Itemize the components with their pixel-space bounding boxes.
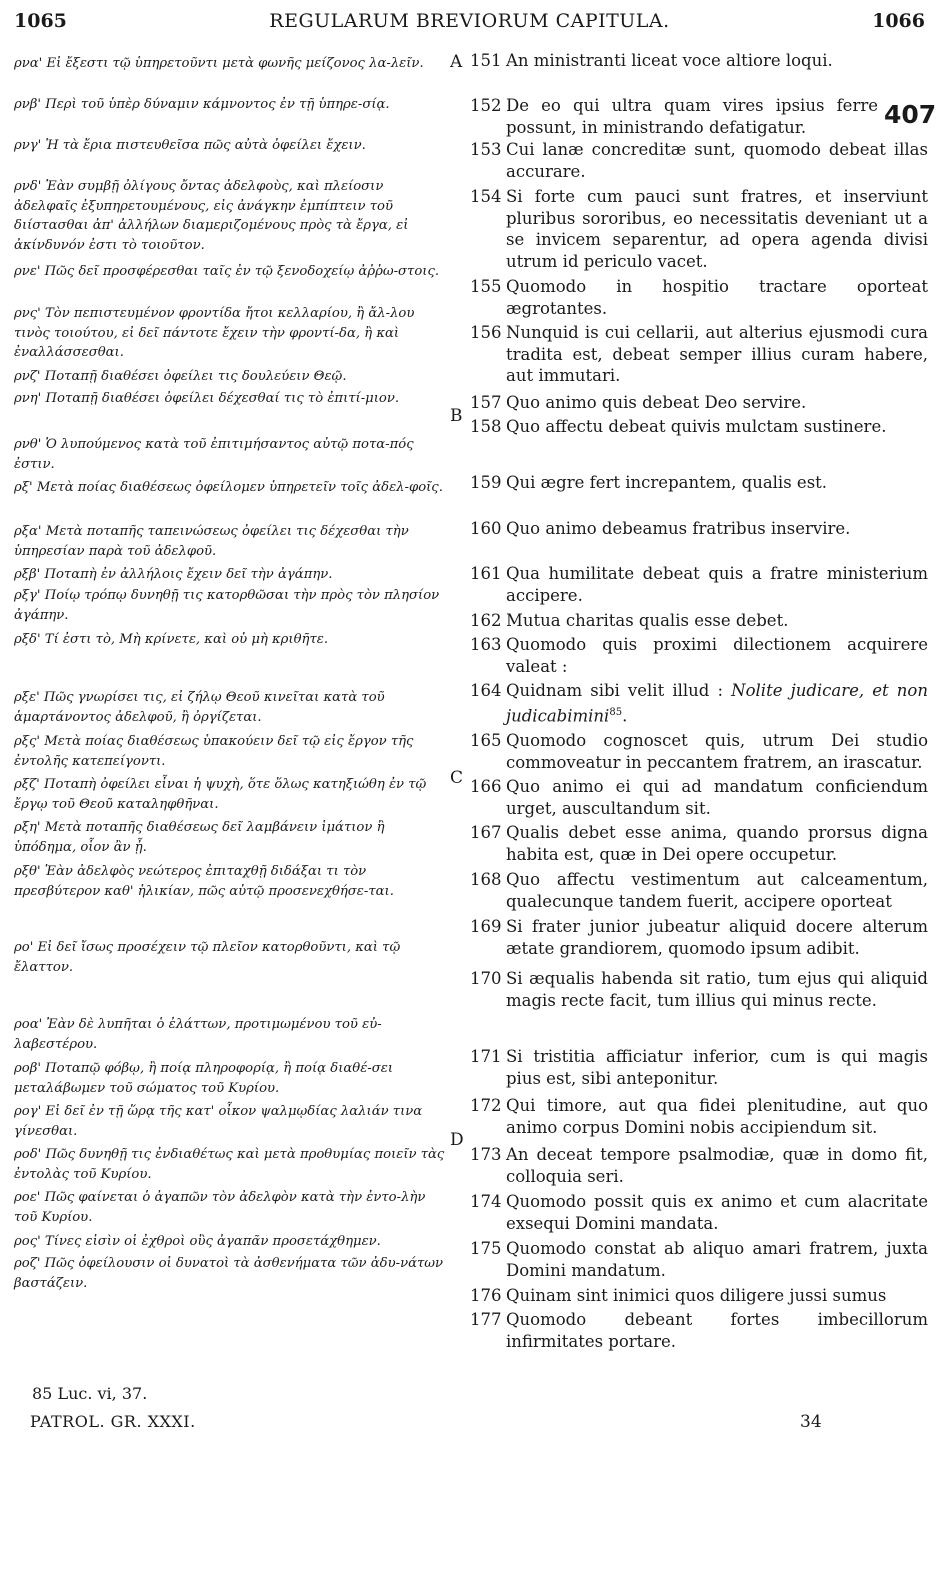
greek-entry-169: ρξθ' Ἐὰν ἀδελφὸς νεώτερος ἐπιταχθῇ διδάξαι τι τὸν πρεσβύτερον καθ' ἡλικίαν, πῶς αὐτῷ προσενεχθήσε-ται. — [14, 864, 394, 899]
latin-entry: 172 Qui timore, aut qua fidei plenitudine, aut quo animo corpus Domini nobis accipiendum sit. — [470, 1096, 928, 1137]
latin-entry: 163 Quomodo quis proximi dilectionem acquirere valeat : — [470, 635, 928, 676]
latin-entry: 173 An deceat tempore psalmodiæ, quæ in domo fit, colloquia seri. — [470, 1145, 928, 1186]
latin-entry: 177 Quomodo debeant fortes imbecillorum infirmitates portare. — [470, 1310, 928, 1351]
greek-entry-163: ρξγ' Ποίῳ τρόπῳ δυνηθῇ τις κατορθῶσαι τὴν πρὸς τὸν πλησίον ἀγάπην. — [14, 588, 440, 623]
greek-entry-153: ρνγ' Ἡ τὰ ἔρια πιστευθεῖσα πῶς αὐτὰ ὀφείλει ἔχειν. — [14, 138, 366, 153]
latin-entry: 153 Cui lanæ concreditæ sunt, quomodo debeat illas accurare. — [470, 140, 928, 181]
latin-entry: 169 Si frater junior jubeatur aliquid docere alterum ætate grandiorem, quomodo ipsum adibit. — [470, 917, 928, 958]
greek-entry-165: ρξε' Πῶς γνωρίσει τις, εἰ ζήλῳ Θεοῦ κινεῖται κατὰ τοῦ ἁμαρτάνοντος ἀδελφοῦ, ἢ ὀργίζεται. — [14, 690, 385, 725]
footnote-ref: 85 — [609, 706, 623, 718]
latin-entry: 161 Qua humilitate debeat quis a fratre ministerium accipere. — [470, 564, 928, 605]
margin-letter-c: C — [450, 768, 464, 788]
latin-entry: 155 Quomodo in hospitio tractare oporteat ægrotantes. — [470, 277, 928, 318]
latin-entry: 156 Nunquid is cui cellarii, aut alterius ejusmodi cura tradita est, debeat semper illius curam habere, aut immutari. — [470, 323, 928, 386]
latin-entry: 175 Quomodo constat ab aliquo amari fratrem, juxta Domini mandatum. — [470, 1239, 928, 1280]
greek-entry-157: ρνζ' Ποταπῇ διαθέσει ὀφείλει τις δουλεύειν Θεῷ. — [14, 369, 347, 384]
page-number-left: 1065 — [14, 10, 67, 32]
greek-entry-151: ρνα' Εἰ ἔξεστι τῷ ὑπηρετοῦντι μετὰ φωνῆς μείζονος λα-λεῖν. — [14, 56, 424, 71]
column-marker: 407 — [884, 100, 937, 129]
latin-entry: 165 Quomodo cognoscet quis, utrum Dei studio commoveatur in peccantem fratrem, an irascatur. — [470, 731, 928, 772]
latin-entry: 152 De eo qui ultra quam vires ipsius ferre possunt, in ministrando defatigatur. — [470, 96, 878, 137]
margin-letter-a: A — [450, 52, 463, 72]
greek-entry-160: ρξ' Μετὰ ποίας διαθέσεως ὀφείλομεν ὑπηρετεῖν τοῖς ἀδελ-φοῖς. — [14, 480, 443, 495]
greek-entry-152: ρνβ' Περὶ τοῦ ὑπὲρ δύναμιν κάμνοντος ἐν τῇ ὑπηρε-σίᾳ. — [14, 97, 390, 112]
margin-letter-d: D — [450, 1130, 464, 1150]
greek-entry-177: ροζ' Πῶς ὀφείλουσιν οἱ δυνατοὶ τὰ ἀσθενήματα τῶν ἀδυ-νάτων βαστάζειν. — [14, 1256, 444, 1291]
latin-entry: 176 Quinam sint inimici quos diligere jussi sumus — [470, 1286, 887, 1305]
latin-entry: 154 Si forte cum pauci sunt fratres, et inserviunt pluribus sororibus, eo necessitatis deveniant ut a se invicem separentur, ad opera agenda divisi utrum id periculo vacet. — [470, 187, 928, 271]
page-number-right: 1066 — [872, 10, 925, 32]
latin-entry: 166 Quo animo ei qui ad mandatum conficiendum urget, auscultandum sit. — [470, 777, 928, 818]
greek-entry-159: ρνθ' Ὁ λυπούμενος κατὰ τοῦ ἐπιτιμήσαντος αὐτῷ ποτα-πός ἐστιν. — [14, 437, 414, 472]
greek-entry-155: ρνε' Πῶς δεῖ προσφέρεσθαι ταῖς ἐν τῷ ξενοδοχείῳ ἀῤῥω-στοις. — [14, 264, 440, 279]
greek-entry-156: ρνς' Τὸν πεπιστευμένον φροντίδα ἤτοι κελλαρίου, ἢ ἄλ-λου τινὸς τοιούτου, εἰ δεῖ πάντοτε ἔχειν τὴν φροντί-δα, ἢ καὶ ἐναλλάσσεσθαι. — [14, 306, 415, 361]
greek-entry-171: ροα' Ἐὰν δὲ λυπῆται ὁ ἐλάττων, προτιμωμένου τοῦ εὐ-λαβεστέρου. — [14, 1017, 382, 1052]
greek-entry-168: ρξη' Μετὰ ποταπῆς διαθέσεως δεῖ λαμβάνειν ἱμάτιον ἢ ὑπόδημα, οἷον ἂν ᾖ. — [14, 820, 385, 855]
greek-entry-174: ροδ' Πῶς δυνηθῇ τις ἐνδιαθέτως καὶ μετὰ προθυμίας ποιεῖν τὰς ἐντολὰς τοῦ Κυρίου. — [14, 1147, 445, 1182]
latin-entry: 159 Qui ægre fert increpantem, qualis est. — [470, 473, 828, 492]
greek-entry-162: ρξβ' Ποταπὴ ἐν ἀλλήλοις ἔχειν δεῖ τὴν ἀγάπην. — [14, 567, 333, 582]
greek-entry-154: ρνδ' Ἐὰν συμβῇ ὀλίγους ὄντας ἀδελφοὺς, καὶ πλείοσιν ἀδελφαῖς ἐξυπηρετουμένους, εἰς ἀνάγκην ἐμπίπτειν τοῦ διίστασθαι ἀπ' ἀλλήλων διαμεριζομένους πρὸς τὰ ἔργα, εἰ ἀκίνδυνόν ἐστι τὸ τοιοῦτον. — [14, 179, 409, 253]
latin-entry: 171 Si tristitia afficiatur inferior, cum is qui magis pius est, sibi anteponitur. — [470, 1047, 928, 1088]
latin-entry: 151 An ministranti liceat voce altiore loqui. — [470, 51, 833, 70]
greek-entry-172: ροβ' Ποταπῷ φόβῳ, ἢ ποίᾳ πληροφορίᾳ, ἢ ποίᾳ διαθέ-σει μεταλάβωμεν τοῦ σώματος τοῦ Κυρίου. — [14, 1061, 393, 1096]
latin-entry: 157 Quo animo quis debeat Deo servire. — [470, 393, 807, 412]
page-header — [14, 10, 925, 36]
latin-entry: 167 Qualis debet esse anima, quando prorsus digna habita est, quæ in Dei opere occupetur. — [470, 823, 928, 864]
latin-entry: 174 Quomodo possit quis ex animo et cum alacritate exsequi Domini mandata. — [470, 1192, 928, 1233]
latin-entry: 162 Mutua charitas qualis esse debet. — [470, 611, 789, 630]
greek-entry-170: ρο' Εἰ δεῖ ἴσως προσέχειν τῷ πλεῖον κατορθοῦντι, καὶ τῷ ἔλαττον. — [14, 940, 401, 975]
greek-entry-166: ρξς' Μετὰ ποίας διαθέσεως ὑπακούειν δεῖ τῷ εἰς ἔργον τῆς ἐντολῆς κατεπείγοντι. — [14, 734, 414, 769]
greek-entry-161: ρξα' Μετὰ ποταπῆς ταπεινώσεως ὀφείλει τις δέχεσθαι τὴν ὑπηρεσίαν παρὰ τοῦ ἀδελφοῦ. — [14, 524, 409, 559]
latin-entry: 164 Quidnam sibi velit illud : Nolite judicare, et non judicabimini$^{85}$. — [470, 681, 928, 726]
latin-entry: 160 Quo animo debeamus fratribus inservire. — [470, 519, 851, 538]
greek-entry-175: ροε' Πῶς φαίνεται ὁ ἀγαπῶν τὸν ἀδελφὸν κατὰ τὴν ἐντο-λὴν τοῦ Κυρίου. — [14, 1190, 426, 1225]
greek-entry-176: ρος' Τίνες εἰσὶν οἱ ἐχθροὶ οὓς ἀγαπᾶν προσετάχθημεν. — [14, 1234, 381, 1249]
greek-entry-167: ρξζ' Ποταπὴ ὀφείλει εἶναι ἡ ψυχὴ, ὅτε ὅλως κατηξιώθη ἐν τῷ ἔργῳ τοῦ Θεοῦ καταληφθῆναι. — [14, 777, 427, 812]
running-title: REGULARUM BREVIORUM CAPITULA. — [269, 10, 670, 32]
footnote: 85 Luc. vi, 37. — [32, 1384, 148, 1403]
latin-entry: 168 Quo affectu vestimentum aut calceamentum, qualecunque tandem fuerit, accipere oporteat — [470, 870, 928, 911]
margin-letter-b: B — [450, 406, 463, 426]
latin-entry: 158 Quo affectu debeat quivis mulctam sustinere. — [470, 417, 887, 436]
greek-entry-164: ρξδ' Τί ἐστι τὸ, Μὴ κρίνετε, καὶ οὐ μὴ κριθῆτε. — [14, 632, 329, 647]
signature-mark: PATROL. GR. XXXI. — [30, 1412, 196, 1431]
greek-entry-158: ρνη' Ποταπῇ διαθέσει ὀφείλει δέχεσθαί τις τὸ ἐπιτί-μιον. — [14, 391, 400, 406]
sheet-number: 34 — [800, 1412, 822, 1432]
latin-quote: Nolite judicare, et non judicabimini — [506, 681, 928, 726]
greek-entry-173: ρογ' Εἰ δεῖ ἐν τῇ ὥρᾳ τῆς κατ' οἶκον ψαλμῳδίας λαλιάν τινα γίνεσθαι. — [14, 1104, 423, 1139]
latin-entry: 170 Si æqualis habenda sit ratio, tum ejus qui aliquid magis recte facit, tum illius qui minus recte. — [470, 969, 928, 1010]
